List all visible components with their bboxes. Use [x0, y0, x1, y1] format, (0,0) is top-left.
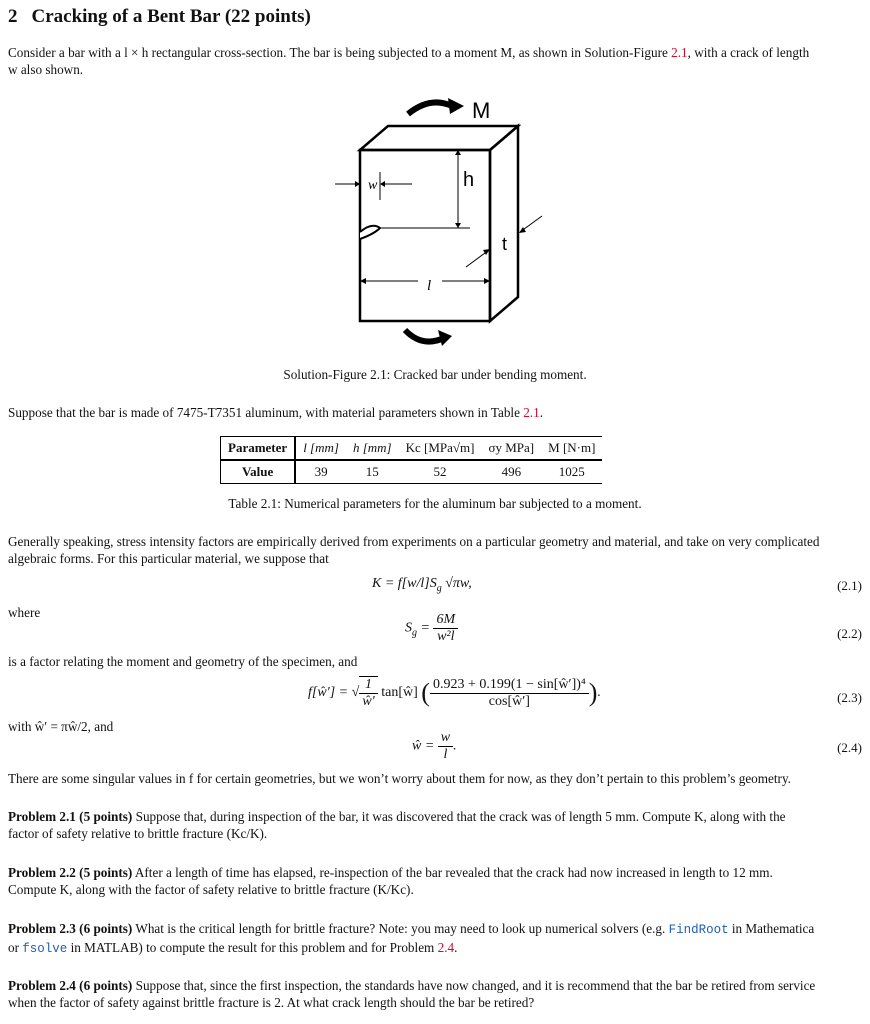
eq3-denominator: cos[ŵ′]: [488, 693, 530, 709]
equation-number: (2.3): [837, 690, 862, 705]
problem-text: factor of safety relative to brittle fracture (Kc/K).: [8, 826, 268, 841]
intro-text-tail: , with a crack of length: [687, 45, 810, 60]
problem-text: when the factor of safety against brittle fracture is 2. At what crack length should the bar be retired?: [8, 995, 535, 1010]
problem-reference-link[interactable]: 2.4: [437, 940, 455, 955]
problem-text: Suppose that, since the first inspection, the standards have now changed, and it is recommend that the bar be retired from service: [135, 978, 816, 993]
material-text-tail: .: [539, 405, 544, 420]
eq1-sub: g: [436, 582, 442, 594]
problem-text: in Mathematica: [731, 921, 815, 936]
eq2-description: is a factor relating the moment and geometry of the specimen, and: [8, 654, 358, 669]
section-title: Cracking of a Bent Bar (22 points): [31, 6, 311, 27]
w-label: w: [368, 178, 378, 193]
table-caption: Table 2.1: Numerical parameters for the aluminum bar subjected to a moment.: [228, 496, 642, 511]
cracked-bar-figure: [330, 92, 570, 362]
figure-reference-link[interactable]: 2.1: [671, 45, 688, 60]
eq3-lhs: f[ŵ′] =: [308, 685, 349, 701]
table-col-header: l [mm]: [295, 437, 346, 461]
eq3-sqrt-denominator: ŵ′: [362, 694, 375, 709]
general-text-line2: algebraic forms. For this particular material, we suppose that: [8, 551, 329, 566]
equation-2-4: ŵ = $\frac{w}{l}$ .: [412, 730, 457, 762]
eq4-numerator: w: [438, 730, 453, 747]
eq3-sqrt-numerator: 1: [359, 677, 377, 694]
equation-2-1: [372, 576, 472, 594]
eq2-sub: g: [412, 627, 417, 639]
problem-text: Suppose that, during inspection of the bar, it was discovered that the crack was of length 5 mm. Compute K, along with the: [135, 809, 786, 824]
material-paragraph: [8, 404, 866, 421]
moment-arrow-top: [408, 102, 452, 114]
problem-text: .: [454, 940, 458, 955]
material-text: Suppose that the bar is made of 7475-T7351 aluminum, with material parameters shown in Table: [8, 405, 520, 420]
problem-text: After a length of time has elapsed, re-inspection of the bar revealed that the crack had now increased in length to 12 mm.: [134, 865, 773, 880]
table-cell: 15: [346, 460, 399, 484]
equation-number: (2.4): [837, 740, 862, 755]
table-col-header: h [mm]: [346, 437, 399, 461]
where-text: where: [8, 605, 41, 620]
table-reference-link[interactable]: 2.1: [523, 405, 540, 420]
equation-2-2: $S_g$ = $\frac{6M}{\text{w²l}}$: [405, 612, 458, 645]
intro-paragraph: [8, 44, 866, 78]
table-header-parameter: Parameter: [221, 437, 296, 461]
problem-heading: Problem 2.1 (5 points): [8, 809, 133, 824]
problem-2-3: [8, 920, 866, 958]
general-paragraph: [8, 533, 866, 567]
general-text-line1: Generally speaking, stress intensity factors are empirically derived from experiments on a particular geometry and material, and take on very complicated: [8, 534, 820, 549]
moment-arrow-bottom: [405, 330, 444, 342]
eq3-tan: tan[ŵ]: [381, 685, 418, 701]
eq4-denominator: l: [443, 747, 448, 762]
intro-text: Consider a bar with a l × h rectangular cross-section. The bar is being subjected to a moment M, as shown in Solution-Figure: [8, 45, 668, 60]
eq4-lhs: ŵ =: [412, 738, 435, 754]
problem-2-1: [8, 808, 866, 842]
problem-text: or: [8, 940, 19, 955]
problem-heading: Problem 2.2 (5 points): [8, 865, 133, 880]
eq1-rhs: √πw,: [445, 576, 472, 591]
eq2-lhs: S: [405, 620, 412, 636]
eq2-numerator: 6M: [433, 612, 458, 629]
code-findroot: FindRoot: [668, 923, 729, 937]
table-col-header: M [N·m]: [541, 437, 602, 461]
parameters-table: [220, 436, 602, 484]
eq3-description: with ŵ′ = πŵ/2, and: [8, 719, 114, 734]
problem-heading: Problem 2.4 (6 points): [8, 978, 133, 993]
moment-label: M: [472, 98, 491, 123]
problem-2-2: [8, 864, 866, 898]
t-label: t: [502, 234, 508, 254]
problem-text: Compute K, along with the factor of safety relative to brittle fracture (K/Kc).: [8, 882, 414, 897]
l-label: l: [427, 278, 432, 294]
equation-number: (2.2): [837, 626, 862, 641]
intro-text-line2: w also shown.: [8, 62, 84, 77]
table-cell: 39: [295, 460, 346, 484]
problem-heading: Problem 2.3 (6 points): [8, 921, 133, 936]
table-cell: 52: [399, 460, 482, 484]
table-cell: 1025: [541, 460, 602, 484]
crack-shape: [360, 226, 380, 239]
table-header-value: Value: [221, 460, 296, 484]
table-col-header: Kc [MPa√m]: [399, 437, 482, 461]
equation-2-3: f[ŵ′] = √ $\frac{1}{ŵ'}$ tan[ŵ] ( $\frac{\text{0.923 + 0.199(1 − sin[ŵ′])⁴}}{\cos[ŵ']}$ ).: [308, 676, 601, 709]
problem-text: in MATLAB) to compute the result for this problem and for Problem: [70, 940, 435, 955]
equation-number: (2.1): [837, 578, 862, 593]
problem-2-4: [8, 977, 866, 1011]
singular-paragraph: There are some singular values in f for certain geometries, but we won’t worry about them for now, as they don’t pertain to this problem’s geometry.: [8, 771, 791, 786]
eq1-lhs: K = f[w/l]S: [372, 576, 437, 591]
h-label: h: [463, 169, 475, 191]
problem-text: What is the critical length for brittle fracture? Note: you may need to look up numerical solvers (e.g.: [135, 921, 666, 936]
section-heading: [8, 6, 311, 28]
section-number: 2: [8, 6, 18, 27]
table-cell: 496: [481, 460, 541, 484]
eq2-denominator: w²l: [437, 629, 455, 644]
figure-caption: Solution-Figure 2.1: Cracked bar under bending moment.: [283, 367, 587, 382]
eq3-numerator: 0.923 + 0.199(1 − sin[ŵ′])⁴: [430, 677, 589, 694]
code-fsolve: fsolve: [22, 942, 68, 956]
table-col-header: σy MPa]: [481, 437, 541, 461]
